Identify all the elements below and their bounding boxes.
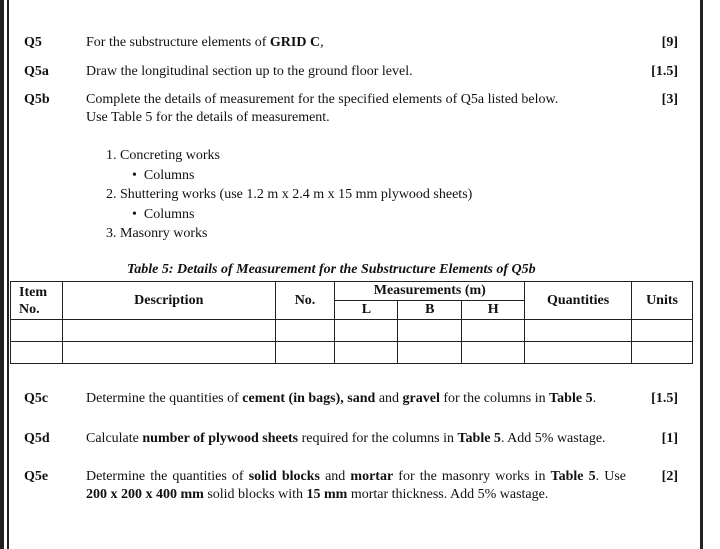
text-part: solid blocks with xyxy=(203,487,307,502)
text-part: . Add 5% wastage. xyxy=(500,431,606,446)
bullet-icon: • xyxy=(132,167,144,183)
bold-term: mortar xyxy=(350,469,394,484)
text-part: for the columns in xyxy=(439,391,550,406)
question-text xyxy=(86,91,626,127)
text-part: For the substructure elements of xyxy=(86,35,270,50)
table-cell[interactable] xyxy=(632,342,693,364)
header-item-no xyxy=(11,282,63,320)
header-l: L xyxy=(335,301,398,320)
question-text xyxy=(86,34,626,52)
page-border-left-inner xyxy=(7,0,9,549)
list-subitem-label: Columns xyxy=(143,167,195,183)
list-subitem-label: Columns xyxy=(143,206,195,222)
bold-term: number of plywood sheets xyxy=(142,431,299,446)
text-part: . Use xyxy=(595,469,627,484)
header-label: No. xyxy=(19,301,40,317)
header-description: Description xyxy=(62,282,275,320)
list-item: 2. Shuttering works (use 1.2 m x 2.4 m x 15 mm plywood sheets) xyxy=(106,187,473,202)
list-subitem xyxy=(106,205,472,225)
text-part: , xyxy=(320,35,324,50)
question-number: Q5e xyxy=(24,469,49,484)
list-item: 1. Concreting works xyxy=(106,148,220,163)
question-text: Draw the longitudinal section up to the ground floor level. xyxy=(86,64,413,79)
table-cell[interactable] xyxy=(462,342,525,364)
page-border-right xyxy=(700,0,703,549)
table-header-row xyxy=(11,282,693,301)
page-border-left xyxy=(0,0,4,549)
table-cell[interactable] xyxy=(525,320,632,342)
header-b: B xyxy=(398,301,462,320)
bold-term: 200 x 200 x 400 mm xyxy=(86,487,204,502)
question-number: Q5b xyxy=(24,92,50,107)
works-list xyxy=(106,146,472,244)
text-part: for the masonry works in xyxy=(393,469,551,484)
marks: [2] xyxy=(661,469,678,484)
question-text xyxy=(86,430,626,448)
table-cell[interactable] xyxy=(11,342,63,364)
marks: [1.5] xyxy=(651,64,678,79)
header-label: Item xyxy=(19,284,47,300)
bold-term: 15 mm xyxy=(306,487,348,502)
marks: [9] xyxy=(661,35,678,50)
question-number: Q5c xyxy=(24,391,49,406)
table-cell[interactable] xyxy=(335,320,398,342)
table-cell[interactable] xyxy=(525,342,632,364)
grid-label: GRID C xyxy=(269,35,321,50)
table-row xyxy=(11,342,693,364)
bold-term: Table 5 xyxy=(549,391,593,406)
list-item: 3. Masonry works xyxy=(106,226,208,241)
table-cell[interactable] xyxy=(11,320,63,342)
bold-term: gravel xyxy=(402,391,440,406)
header-h: H xyxy=(462,301,525,320)
bold-term: Table 5 xyxy=(457,431,501,446)
text-part: Determine the quantities of xyxy=(86,469,249,484)
question-number: Q5d xyxy=(24,431,50,446)
table-cell[interactable] xyxy=(275,320,335,342)
table-cell[interactable] xyxy=(275,342,335,364)
marks: [3] xyxy=(661,92,678,107)
table-cell[interactable] xyxy=(462,320,525,342)
measurement-table xyxy=(10,281,693,364)
marks: [1.5] xyxy=(651,391,678,406)
bold-term: cement (in bags), sand xyxy=(242,391,376,406)
text-line: Complete the details of measurement for the specified elements of Q5a listed below. xyxy=(86,92,559,107)
question-number: Q5 xyxy=(24,35,42,50)
bold-term: Table 5 xyxy=(550,469,596,484)
table-cell[interactable] xyxy=(62,342,275,364)
table-cell[interactable] xyxy=(398,320,462,342)
question-number: Q5a xyxy=(24,64,49,79)
header-units: Units xyxy=(632,282,693,320)
text-part: and xyxy=(319,469,351,484)
header-quantities: Quantities xyxy=(525,282,632,320)
header-no: No. xyxy=(275,282,335,320)
table-cell[interactable] xyxy=(632,320,693,342)
question-text xyxy=(86,390,626,408)
marks: [1] xyxy=(661,431,678,446)
bullet-icon: • xyxy=(132,206,144,222)
question-text xyxy=(86,468,626,504)
table-caption: Table 5: Details of Measurement for the Substructure Elements of Q5b xyxy=(127,262,536,277)
text-part: Calculate xyxy=(86,431,143,446)
text-line: Use Table 5 for the details of measurement. xyxy=(86,110,330,125)
text-part: Determine the quantities of xyxy=(86,391,243,406)
table-cell[interactable] xyxy=(335,342,398,364)
table-row xyxy=(11,320,693,342)
text-part: mortar thickness. Add 5% wastage. xyxy=(347,487,549,502)
table-cell[interactable] xyxy=(398,342,462,364)
text-part: required for the columns in xyxy=(298,431,458,446)
bold-term: solid blocks xyxy=(248,469,320,484)
list-subitem xyxy=(106,166,472,186)
text-part: . xyxy=(592,391,597,406)
header-measurements: Measurements (m) xyxy=(335,282,525,301)
table-cell[interactable] xyxy=(62,320,275,342)
text-part: and xyxy=(375,391,403,406)
